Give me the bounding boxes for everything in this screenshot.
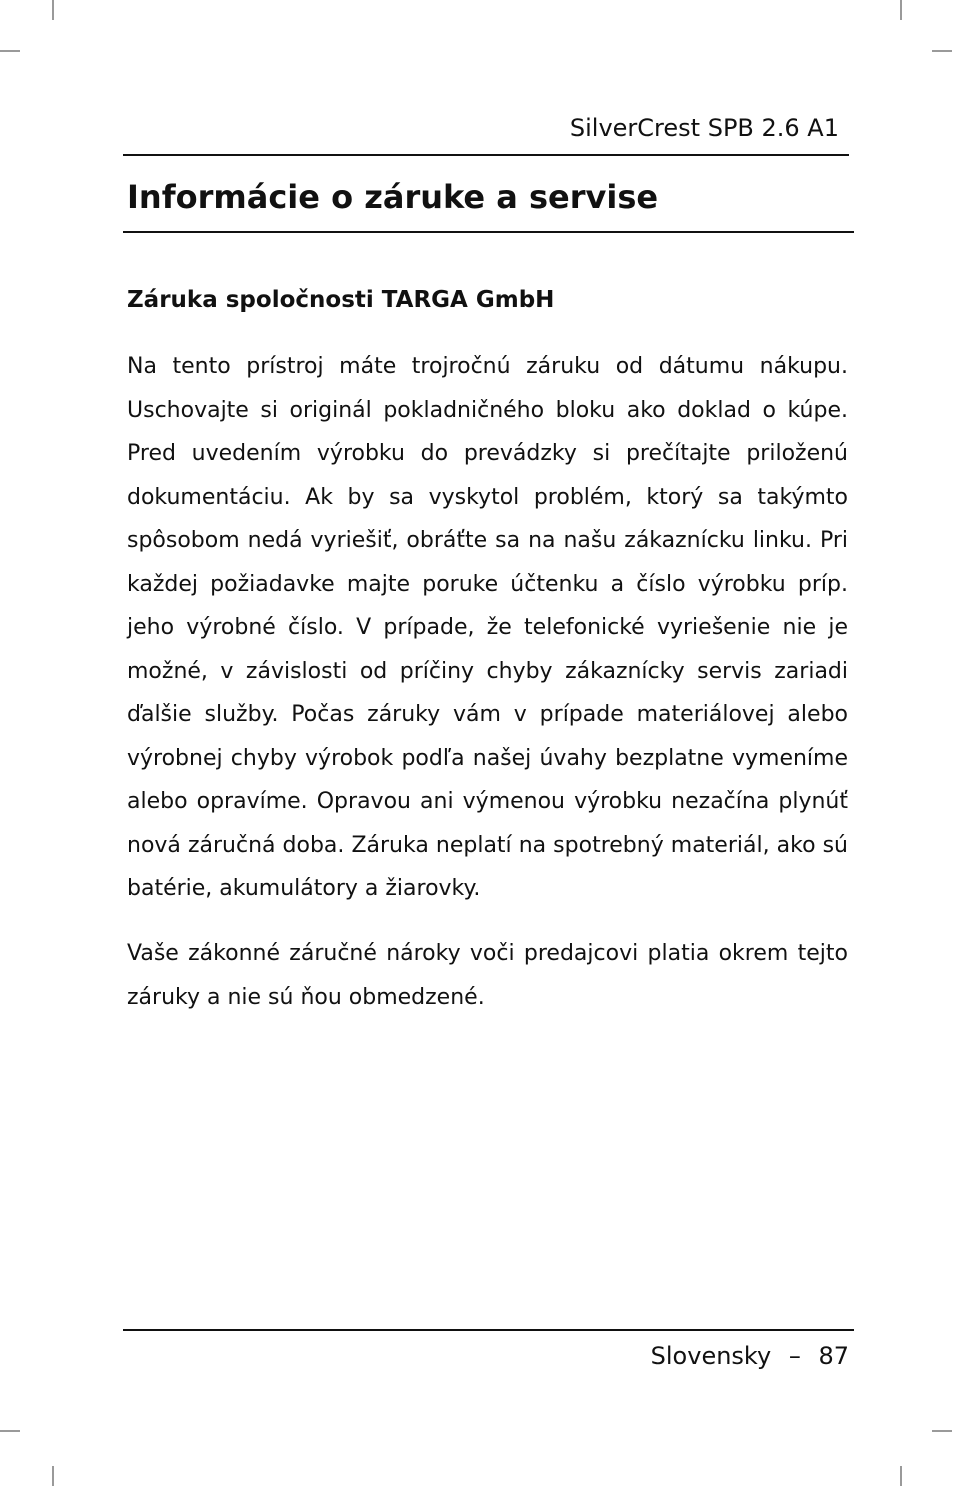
footer-separator: –: [788, 1342, 801, 1370]
section-title: Informácie o záruke a servise: [127, 178, 659, 216]
crop-mark-top-right: [900, 0, 902, 20]
body-paragraph: Na tento prístroj máte trojročnú záruku od dátumu nákupu. Uschovajte si originál pokladničného bloku ako doklad o kúpe. Pred uvedením výrobku do prevádzky si prečítajte priloženú dokumentáciu. Ak by sa vyskytol problém, ktorý sa takýmto spôsobom nedá vyriešiť, obráťte sa na našu zákaznícku linku. Pri každej požiadavke majte poruke účtenku a číslo výrobku príp. jeho výrobné číslo. V prípade, že telefonické vyriešenie nie je možné, v závislosti od príčiny chyby zákaznícky servis zariadi ďalšie služby. Počas záruky vám v prípade materiálovej alebo výrobnej chyby výrobok podľa našej úvahy bezplatne vymeníme alebo opravíme. Opravou ani výmenou výrobku nezačína plynúť nová záručná doba. Záruka neplatí na spotrebný materiál, ako sú batérie, akumulátory a žiarovky.: [127, 354, 848, 901]
crop-mark-left-top: [0, 50, 20, 52]
crop-mark-right-bottom: [932, 1430, 952, 1432]
footer-language: Slovensky: [650, 1342, 772, 1370]
crop-mark-top-left: [52, 0, 54, 20]
crop-mark-left-bottom: [0, 1430, 20, 1432]
body-paragraph: Vaše zákonné záručné nároky voči predajcovi platia okrem tejto záruky a nie sú ňou obmedzené.: [127, 941, 848, 1010]
title-rule: [123, 231, 854, 233]
crop-mark-right-top: [932, 50, 952, 52]
header-model-name: SilverCrest SPB 2.6 A1: [569, 114, 839, 142]
crop-mark-bottom-left: [52, 1466, 54, 1486]
header-rule: [123, 154, 849, 156]
footer: [651, 1340, 849, 1372]
section-subtitle: Záruka spoločnosti TARGA GmbH: [127, 287, 555, 313]
page-number: 87: [818, 1342, 849, 1370]
footer-rule: [123, 1329, 854, 1331]
crop-mark-bottom-right: [900, 1466, 902, 1486]
